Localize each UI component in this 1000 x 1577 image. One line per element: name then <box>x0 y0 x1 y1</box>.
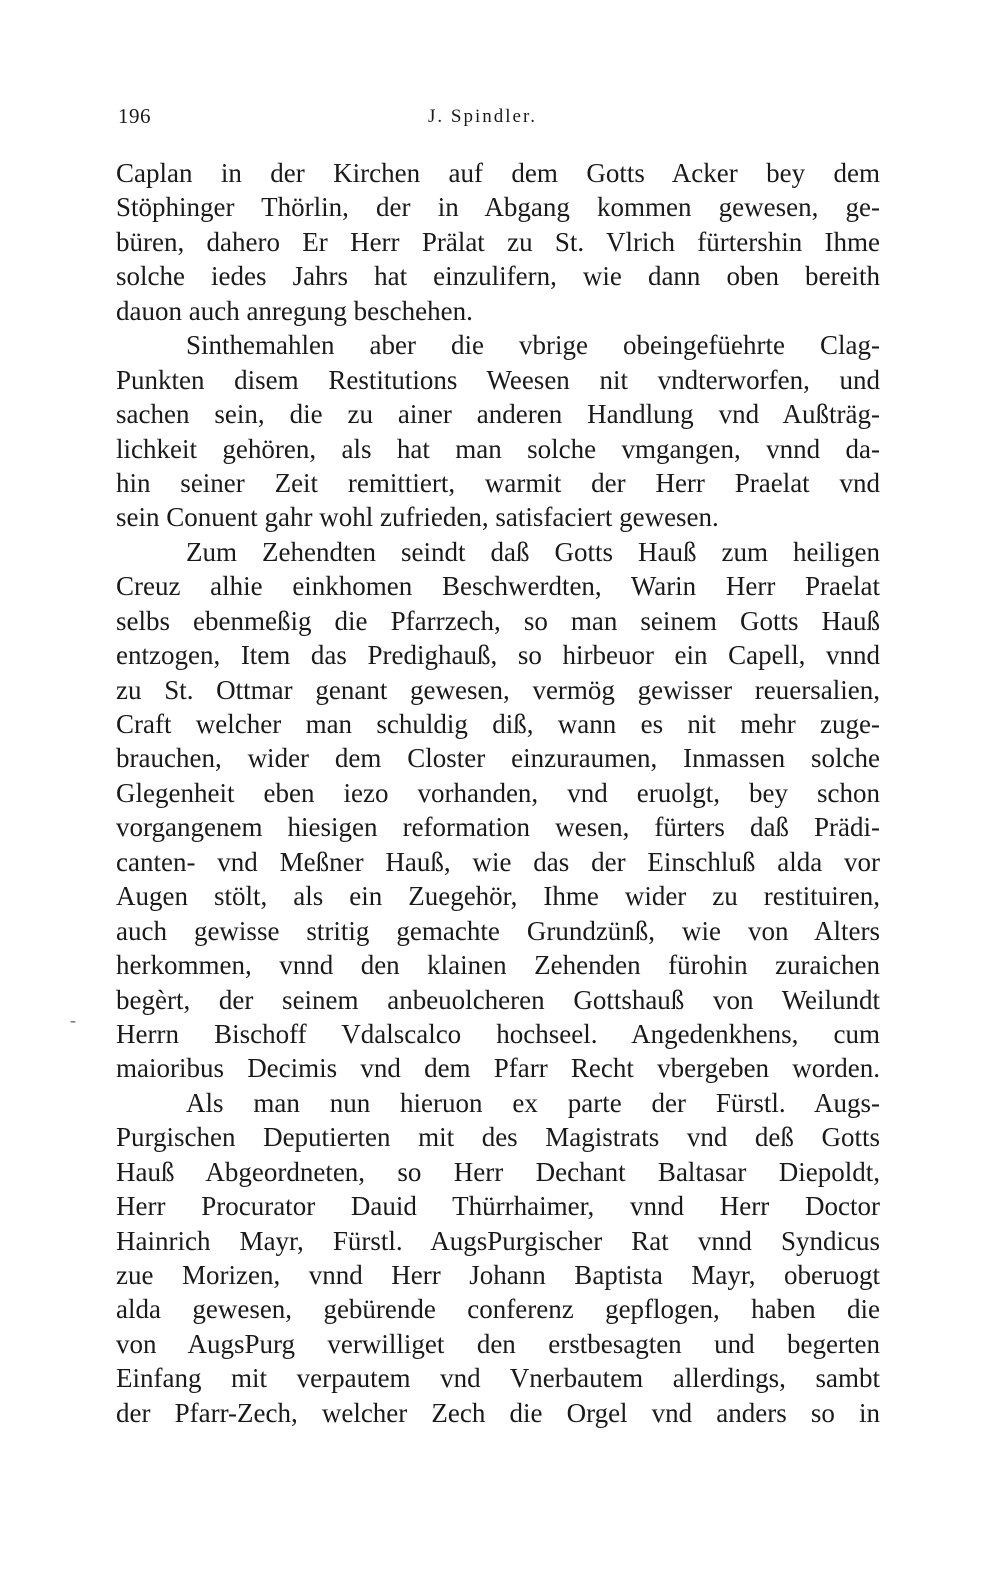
text-line: auch gewisse stritig gemachte Grundzünß, wie von Alters <box>116 915 880 946</box>
text-line: Herr Procurator Dauid Thürrhaimer, vnnd Herr Doctor <box>116 1191 880 1222</box>
text-line: lichkeit gehören, als hat man solche vmgangen, vnnd da- <box>116 433 880 464</box>
text-line: brauchen, wider dem Closter einzuraumen, Inmassen solche <box>116 743 880 774</box>
text-line: Einfang mit verpautem vnd Vnerbautem allerdings, sambt <box>116 1363 880 1394</box>
text-line: Purgischen Deputierten mit des Magistrats vnd deß Gotts <box>116 1122 880 1153</box>
text-line: zue Morizen, vnnd Herr Johann Baptista Mayr, oberuogt <box>116 1260 880 1290</box>
text-line: Hauß Abgeordneten, so Herr Dechant Baltasar Diepoldt, <box>116 1156 880 1187</box>
text-line: Creuz alhie einkhomen Beschwerdten, Warin Herr Praelat <box>116 571 880 602</box>
text-line: entzogen, Item das Predighauß, so hirbeuor ein Capell, vnnd <box>116 640 880 671</box>
text-line: dauon auch anregung beschehen. <box>116 295 473 326</box>
text-line: selbs ebenmeßig die Pfarrzech, so man seinem Gotts Hauß <box>116 605 880 636</box>
text-line: zu St. Ottmar genant gewesen, vermög gewisser reuersalien, <box>116 674 880 705</box>
text-line: Augen stölt, als ein Zuegehör, Ihme wider zu restituiren, <box>116 881 880 912</box>
text-line: Als man nun hieruon ex parte der Fürstl. Augs- <box>186 1087 880 1118</box>
text-line: sein Conuent gahr wohl zufrieden, satisfaciert gewesen. <box>116 502 719 533</box>
text-line: Craft welcher man schuldig diß, wann es nit mehr zuge- <box>116 709 880 739</box>
page-number: 196 <box>118 104 151 128</box>
text-line: der Pfarr-Zech, welcher Zech die Orgel vnd anders so in <box>116 1397 880 1428</box>
text-line: maioribus Decimis vnd dem Pfarr Recht vbergeben worden. <box>116 1053 880 1084</box>
text-line: hin seiner Zeit remittiert, warmit der Herr Praelat vnd <box>116 467 880 498</box>
text-line: Caplan in der Kirchen auf dem Gotts Acker bey dem <box>116 158 880 188</box>
text-line: Herrn Bischoff Vdalscalco hochseel. Angedenkhens, cum <box>116 1018 880 1049</box>
text-line: Hainrich Mayr, Fürstl. AugsPurgischer Rat vnnd Syndicus <box>116 1225 880 1256</box>
body-text <box>116 156 880 1430</box>
text-line: von AugsPurg verwilliget den erstbesagten und begerten <box>116 1328 880 1359</box>
text-line: canten- vnd Meßner Hauß, wie das der Einschluß alda vor <box>116 846 880 877</box>
text-line: Stöphinger Thörlin, der in Abgang kommen gewesen, ge- <box>116 192 880 223</box>
text-line: solche iedes Jahrs hat einzulifern, wie dann oben bereith <box>116 261 880 292</box>
text-line: Punkten disem Restitutions Weesen nit vndterworfen, und <box>116 364 880 395</box>
text-line: begèrt, der seinem anbeuolcheren Gottshauß von Weilundt <box>116 984 880 1015</box>
text-line: sachen sein, die zu ainer anderen Handlung vnd Außträg- <box>116 399 880 430</box>
text-line: vorgangenem hiesigen reformation wesen, fürters daß Prädi- <box>116 812 880 843</box>
text-line: alda gewesen, gebürende conferenz gepflogen, haben die <box>116 1294 880 1325</box>
text-line: herkommen, vnnd den klainen Zehenden fürohin zuraichen <box>116 950 880 981</box>
running-head <box>118 104 878 134</box>
text-line: büren, dahero Er Herr Prälat zu St. Vlrich fürtershin Ihme <box>116 226 880 257</box>
text-line: Sinthemahlen aber die vbrige obeingefüehrte Clag- <box>186 330 880 361</box>
running-title: J. Spindler. <box>428 106 537 127</box>
margin-mark: - <box>70 1010 76 1030</box>
text-line: Zum Zehendten seindt daß Gotts Hauß zum heiligen <box>186 536 880 567</box>
text-line: Glegenheit eben iezo vorhanden, vnd eruolgt, bey schon <box>116 777 880 808</box>
